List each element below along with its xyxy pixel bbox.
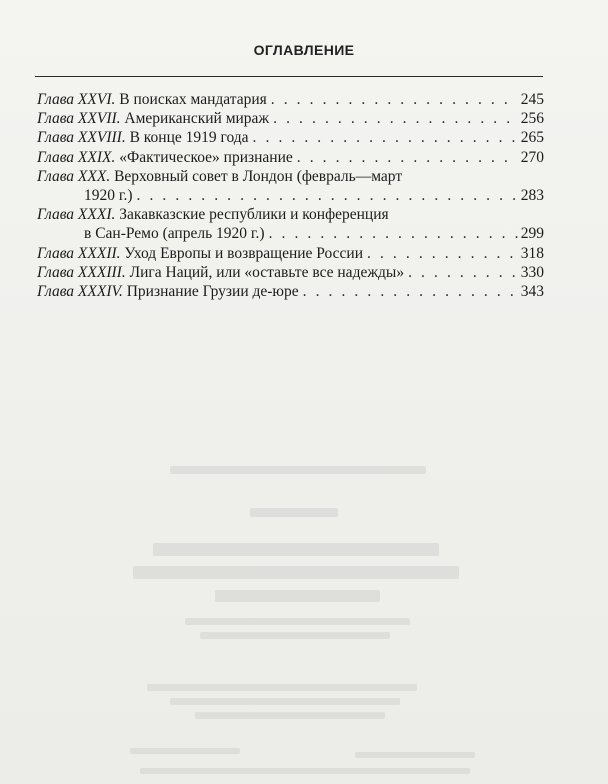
chapter-title: В поисках мандатария [119, 91, 267, 108]
dot-leader [273, 109, 518, 128]
chapter-label: Глава XXXIII. [37, 263, 126, 281]
bleed-through-mark [185, 618, 410, 625]
page-number: 330 [520, 263, 544, 281]
page-number: 256 [520, 110, 544, 128]
page-number: 343 [520, 283, 544, 301]
bleed-through-mark [250, 508, 338, 517]
toc-line [37, 263, 544, 282]
chapter-label: Глава XXXIV. [37, 283, 123, 301]
toc-entry-xxvi [37, 90, 544, 109]
chapter-title-continued: 1920 г.) [84, 187, 133, 205]
chapter-label: Глава XXIX. [37, 148, 116, 166]
toc-entry-xxxiv [37, 282, 544, 301]
toc-line [37, 109, 544, 128]
toc-entry-xxvii [37, 109, 544, 128]
chapter-label: Глава XXVII. [37, 110, 121, 128]
dot-leader [297, 148, 518, 167]
dot-leader [367, 244, 518, 263]
header-rule [35, 76, 543, 77]
chapter-title-continued: в Сан-Ремо (апрель 1920 г.) [84, 225, 265, 243]
toc-line [37, 90, 544, 109]
toc-entry-xxxii [37, 244, 544, 263]
page-number: 265 [520, 129, 544, 147]
bleed-through-mark [147, 684, 417, 691]
toc-line [37, 282, 544, 301]
chapter-title: Признание Грузии де-юре [126, 283, 299, 301]
toc-line [37, 128, 544, 147]
toc-line [37, 205, 544, 224]
toc-entry-xxxi [37, 205, 544, 243]
bleed-through-mark [133, 566, 459, 579]
toc-entry-xxviii [37, 128, 544, 147]
toc-entry-xxix [37, 148, 544, 167]
chapter-label: Глава XXX. [37, 167, 111, 185]
bleed-through-mark [355, 752, 475, 758]
chapter-title: Верховный совет в Лондон (февраль—март [114, 167, 403, 185]
bleed-through-mark [170, 466, 426, 474]
page-number: 299 [520, 225, 544, 243]
toc-line [37, 167, 544, 186]
chapter-label: Глава XXXI. [37, 206, 116, 224]
toc-line-continued [37, 186, 544, 205]
toc-entry-xxxiii [37, 263, 544, 282]
dot-leader [137, 186, 518, 205]
page-number: 318 [520, 244, 544, 262]
page-number: 270 [520, 148, 544, 166]
dot-leader [253, 128, 518, 147]
dot-leader [271, 90, 518, 109]
toc-entry-xxx [37, 167, 544, 205]
toc-line [37, 244, 544, 263]
dot-leader [408, 263, 518, 282]
page-title: ОГЛАВЛЕНИЕ [253, 42, 355, 58]
chapter-title: Уход Европы и возвращение России [124, 244, 364, 262]
page-number: 283 [520, 187, 544, 205]
chapter-title: Американский мираж [124, 110, 270, 128]
chapter-title: В конце 1919 года [129, 129, 249, 147]
bleed-through-mark [153, 543, 439, 556]
chapter-title: Лига Наций, или «оставьте все надежды» [129, 263, 405, 281]
chapter-label: Глава XXVI. [37, 91, 116, 108]
bleed-through-mark [195, 712, 385, 719]
bleed-through-mark [140, 768, 470, 774]
bleed-through-mark [170, 698, 400, 705]
table-of-contents [37, 90, 544, 301]
page-number: 245 [520, 91, 544, 108]
dot-leader [303, 282, 518, 301]
chapter-title: Закавказские республики и конференция [119, 206, 389, 224]
chapter-label: Глава XXVIII. [37, 129, 126, 147]
bleed-through-mark [215, 590, 380, 602]
toc-line [37, 148, 544, 167]
bleed-through-mark [200, 632, 390, 639]
toc-line-continued [37, 224, 544, 243]
dot-leader [269, 224, 518, 243]
chapter-label: Глава XXXII. [37, 244, 121, 262]
chapter-title: «Фактическое» признание [119, 148, 293, 166]
bleed-through-mark [130, 748, 240, 754]
